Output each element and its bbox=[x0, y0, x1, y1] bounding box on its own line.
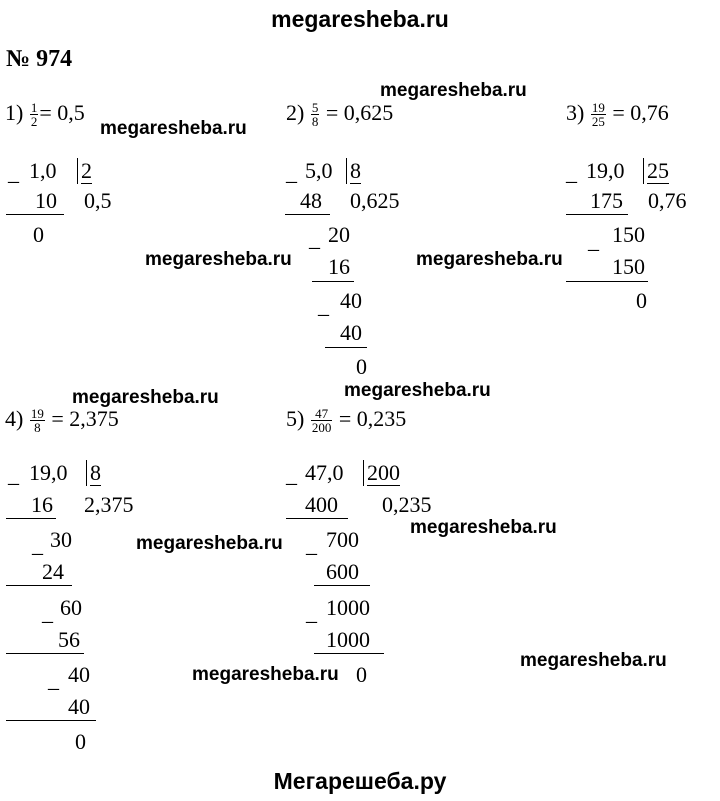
problem-3-remainder: 0 bbox=[636, 288, 647, 313]
fraction-numerator: 5 bbox=[311, 100, 319, 116]
watermark: megaresheba.ru bbox=[100, 118, 247, 139]
problem-4-remainder: 0 bbox=[75, 729, 86, 754]
problem-4-divisor-value: 8 bbox=[90, 460, 101, 485]
problem-4-line-2 bbox=[6, 585, 72, 586]
problem-5-line-2 bbox=[314, 585, 370, 586]
fraction-denominator: 8 bbox=[311, 114, 319, 130]
problem-5-line-3 bbox=[314, 653, 384, 654]
watermark: megaresheba.ru bbox=[72, 387, 219, 408]
problem-5-quotient: 0,235 bbox=[382, 492, 432, 517]
watermark: megaresheba.ru bbox=[416, 249, 563, 270]
problem-3-divisor-value: 25 bbox=[647, 158, 669, 183]
problem-3-dividend: 19,0 bbox=[586, 158, 625, 183]
problem-4-minus: _ bbox=[8, 462, 19, 487]
problem-2-dividend: 5,0 bbox=[305, 158, 333, 183]
problem-3-heading bbox=[566, 100, 669, 128]
problem-5-minus-3: _ bbox=[306, 600, 317, 625]
problem-4-label: 4) bbox=[5, 406, 24, 431]
problem-2-quotient: 0,625 bbox=[350, 188, 400, 213]
problem-4-subtrahend-1: 16 bbox=[31, 492, 53, 517]
problem-5-heading bbox=[286, 406, 406, 434]
problem-1-subtrahend: 10 bbox=[35, 188, 57, 213]
problem-2-divisor-value: 8 bbox=[350, 158, 361, 183]
problem-5-minus: _ bbox=[286, 462, 297, 487]
problem-2-minus-3: _ bbox=[318, 293, 329, 318]
problem-2-subtrahend-3: 40 bbox=[340, 320, 362, 345]
problem-4-subtrahend-4: 40 bbox=[68, 694, 90, 719]
problem-2-minus: _ bbox=[286, 160, 297, 185]
problem-5-label: 5) bbox=[286, 406, 305, 431]
problem-3-subtrahend-1: 175 bbox=[590, 188, 623, 213]
problem-4-line-3 bbox=[6, 653, 84, 654]
watermark: megaresheba.ru bbox=[145, 249, 292, 270]
problem-5-subtrahend-2: 600 bbox=[326, 559, 359, 584]
problem-1-divisor-value: 2 bbox=[81, 158, 92, 183]
problem-2-line-2 bbox=[312, 281, 354, 282]
problem-2-heading bbox=[286, 100, 393, 128]
problem-5-remainder-2: 1000 bbox=[326, 595, 370, 620]
watermark: megaresheba.ru bbox=[344, 380, 491, 401]
problem-3-remainder-1: 150 bbox=[612, 222, 645, 247]
watermark: megaresheba.ru bbox=[410, 517, 557, 538]
fraction-denominator: 8 bbox=[34, 420, 41, 436]
watermark: megaresheba.ru bbox=[520, 650, 667, 671]
problem-5-result: = 0,235 bbox=[338, 406, 407, 431]
problem-4-subtrahend-3: 56 bbox=[58, 627, 80, 652]
problem-5-subtrahend-3: 1000 bbox=[326, 627, 370, 652]
problem-5-divisor bbox=[363, 460, 411, 486]
problem-2-subtrahend-1: 48 bbox=[300, 188, 322, 213]
problem-3-label: 3) bbox=[566, 100, 585, 125]
problem-3-minus: _ bbox=[566, 160, 577, 185]
problem-5-dividend: 47,0 bbox=[305, 460, 344, 485]
problem-3-subtrahend-2: 150 bbox=[612, 254, 645, 279]
problem-4-heading bbox=[5, 406, 119, 434]
problem-1-line bbox=[6, 214, 64, 215]
problem-5-remainder-1: 700 bbox=[326, 527, 359, 552]
problem-4-minus-3: _ bbox=[42, 600, 53, 625]
problem-1-minus: _ bbox=[8, 160, 19, 185]
fraction-numerator: 19 bbox=[591, 100, 605, 116]
fraction-numerator: 47 bbox=[311, 407, 333, 421]
problem-2-remainder-2: 40 bbox=[340, 288, 362, 313]
fraction-denominator: 2 bbox=[30, 114, 38, 130]
problem-5-fraction bbox=[311, 407, 333, 434]
problem-4-result: = 2,375 bbox=[51, 406, 119, 431]
problem-2-subtrahend-2: 16 bbox=[328, 254, 350, 279]
watermark: megaresheba.ru bbox=[192, 664, 339, 685]
problem-1-heading bbox=[5, 100, 85, 128]
problem-number: № 974 bbox=[6, 46, 73, 72]
problem-1-fraction bbox=[30, 101, 39, 128]
problem-4-line-4 bbox=[6, 720, 96, 721]
problem-5-minus-2: _ bbox=[306, 532, 317, 557]
problem-3-line-1 bbox=[566, 214, 628, 215]
problem-5-line-1 bbox=[286, 518, 348, 519]
problem-4-remainder-1: 30 bbox=[50, 527, 72, 552]
problem-4-line-1 bbox=[6, 518, 56, 519]
problem-2-result: = 0,625 bbox=[325, 100, 394, 125]
problem-2-minus-2: _ bbox=[309, 226, 320, 251]
fraction-numerator: 1 bbox=[30, 100, 38, 116]
fraction-numerator: 19 bbox=[30, 406, 44, 422]
problem-4-remainder-3: 40 bbox=[68, 662, 90, 687]
problem-1-dividend: 1,0 bbox=[29, 158, 57, 183]
problem-2-fraction bbox=[311, 101, 320, 128]
problem-4-remainder-2: 60 bbox=[60, 595, 82, 620]
watermark: megaresheba.ru bbox=[380, 80, 527, 101]
problem-4-subtrahend-2: 24 bbox=[42, 559, 64, 584]
problem-4-minus-2: _ bbox=[32, 532, 43, 557]
problem-4-dividend: 19,0 bbox=[29, 460, 68, 485]
problem-3-minus-2: _ bbox=[588, 228, 599, 253]
problem-5-remainder: 0 bbox=[356, 662, 367, 687]
problem-2-divisor bbox=[346, 158, 367, 184]
problem-4-quotient: 2,375 bbox=[84, 492, 134, 517]
problem-4-fraction bbox=[30, 407, 45, 434]
problem-3-result: = 0,76 bbox=[612, 100, 669, 125]
problem-5-subtrahend-1: 400 bbox=[305, 492, 338, 517]
problem-3-fraction bbox=[591, 101, 606, 128]
problem-3-line-2 bbox=[566, 281, 648, 282]
problem-2-remainder-1: 20 bbox=[328, 222, 350, 247]
fraction-denominator: 200 bbox=[311, 420, 332, 436]
problem-5-divisor-value: 200 bbox=[367, 460, 400, 485]
site-header: megaresheba.ru bbox=[271, 6, 449, 32]
problem-2-remainder: 0 bbox=[356, 354, 367, 379]
problem-3-quotient: 0,76 bbox=[648, 188, 687, 213]
site-footer: Мегарешеба.ру bbox=[273, 768, 447, 794]
problem-1-result: = 0,5 bbox=[39, 100, 85, 125]
problem-1-remainder: 0 bbox=[33, 222, 44, 247]
problem-2-label: 2) bbox=[286, 100, 305, 125]
problem-1-quotient: 0,5 bbox=[84, 188, 112, 213]
problem-3-divisor bbox=[643, 158, 675, 184]
problem-1-divisor bbox=[77, 158, 92, 184]
fraction-denominator: 25 bbox=[591, 114, 605, 130]
watermark: megaresheba.ru bbox=[136, 533, 283, 554]
problem-4-minus-4: _ bbox=[48, 667, 59, 692]
problem-2-line-3 bbox=[325, 347, 367, 348]
problem-4-divisor bbox=[86, 460, 107, 486]
problem-1-label: 1) bbox=[5, 100, 24, 125]
problem-2-line-1 bbox=[285, 214, 330, 215]
